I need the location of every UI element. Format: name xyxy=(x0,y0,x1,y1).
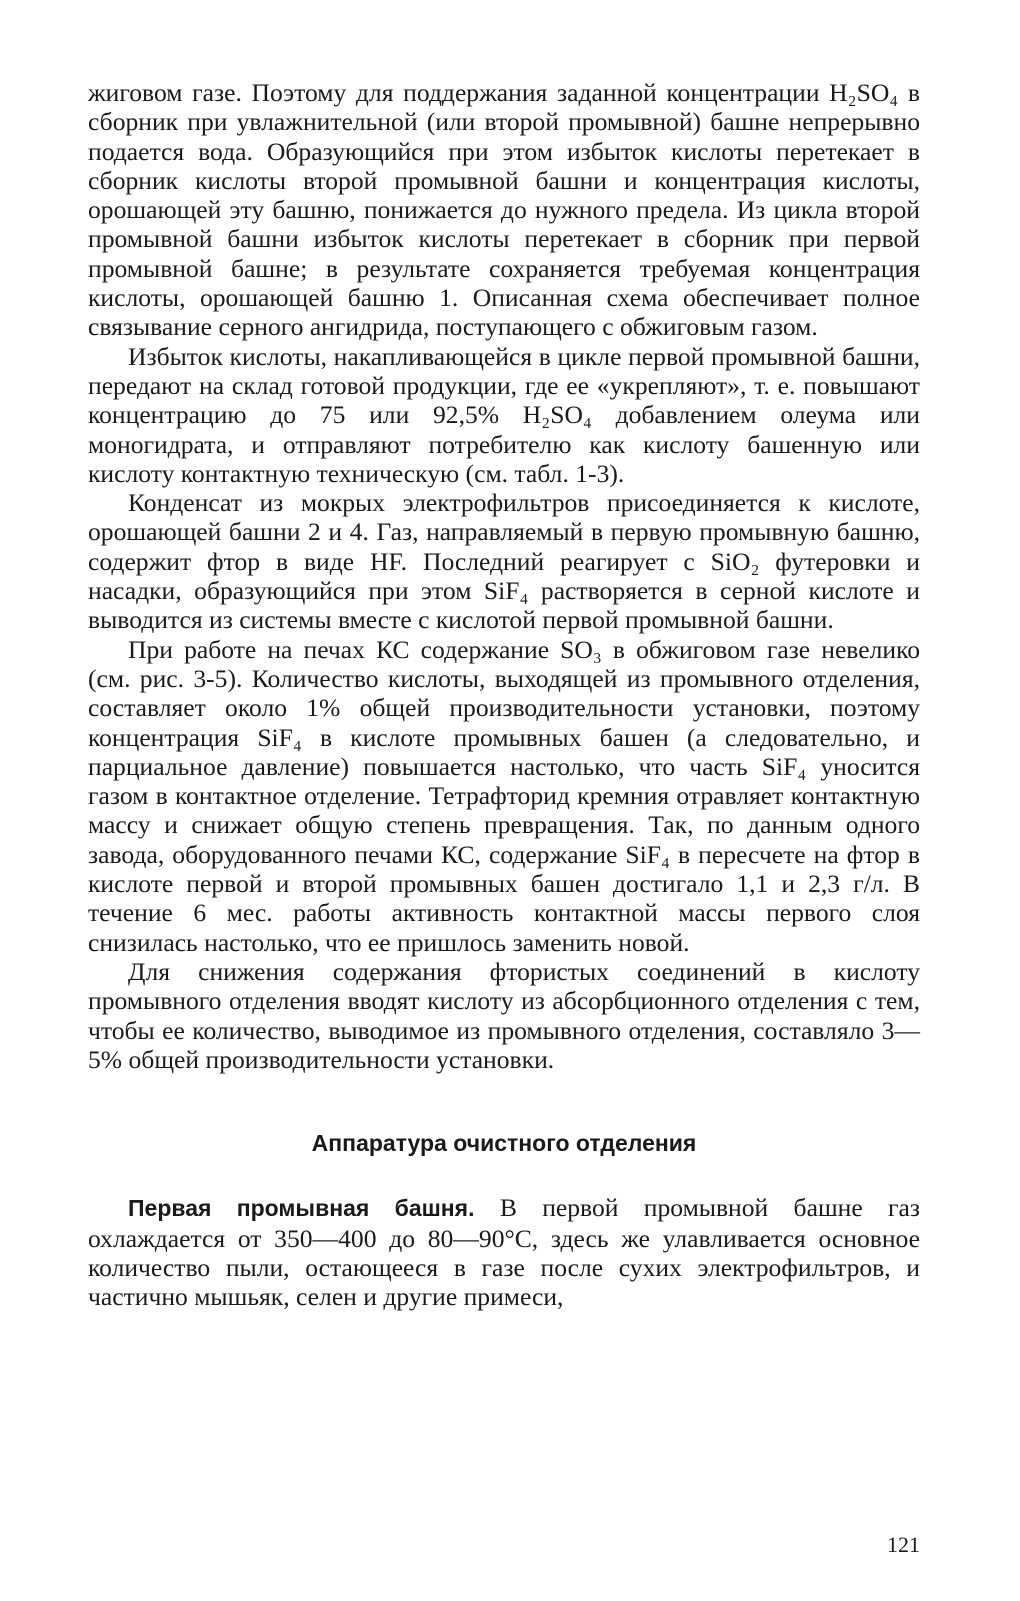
page-body xyxy=(88,78,920,1312)
paragraph-3: Конденсат из мокрых электрофильтров присоединяется к кислоте, орошающей башни 2 и 4. Газ, направляемый в первую промывную башню, содержит фтор в виде HF. Последний реагирует с SiO₂ футеровки и насадки, образующийся при этом SiF₄ растворяется в серной кислоте и выводится из системы вместе с кислотой первой промывной башни. xyxy=(88,488,920,635)
paragraph-5: Для снижения содержания фтористых соединений в кислоту промывного отделения вводят кислоту из абсорбционного отделения с тем, чтобы ее количество, выводимое из промывного отделения, составляло 3—5% общей производительности установки. xyxy=(88,956,920,1074)
paragraph-2: Избыток кислоты, накапливающейся в цикле первой промывной башни, передают на склад готовой продукции, где ее «укрепляют», т. е. повышают концентрацию до 75 или 92,5% H₂SO₄ добавлением олеума или моногидрата, и отправляют потребителю как кислоту башенную или кислоту контактную техническую (см. табл. 1-3). xyxy=(88,341,920,488)
runin-heading: Первая промывная башня. xyxy=(128,1195,475,1222)
section-heading: Аппаратура очистного отделения xyxy=(311,1130,697,1157)
page-number: 121 xyxy=(887,1532,920,1557)
paragraph-6 xyxy=(88,1193,920,1311)
paragraph-1: жиговом газе. Поэтому для поддержания заданной концентрации H₂SO₄ в сборник при увлажнительной (или второй промывной) башне непрерывно подается вода. Образующийся при этом избыток кислоты перетекает в сборник кислоты второй промывной башни и концентрация кислоты, орошающей эту башню, понижается до нужного предела. Из цикла второй промывной башни избыток кислоты перетекает в сборник при первой промывной башне; в результате сохраняется требуемая концентрация кислоты, орошающей башню 1. Описанная схема обеспечивает полное связывание серного ангидрида, поступающего с обжиговым газом. xyxy=(88,78,920,342)
paragraph-6-text: В первой промывной башне газ охлаждается от 350—400 до 80—90°С, здесь же улавливается основное количество пыли, остающееся в газе после сухих электрофильтров, и частично мышьяк, селен и другие примеси, xyxy=(88,1193,920,1312)
paragraph-4: При работе на печах КС содержание SO₃ в обжиговом газе невелико (см. рис. 3-5). Количество кислоты, выходящей из промывного отделения, составляет около 1% общей производительности установки, поэтому концентрация SiF₄ в кислоте промывных башен (а следовательно, и парциальное давление) повышается настолько, что часть SiF₄ уносится газом в контактное отделение. Тетрафторид кремния отравляет контактную массу и снижает общую степень превращения. Так, по данным одного завода, оборудованного печами КС, содержание SiF₄ в пересчете на фтор в кислоте первой и второй промывных башен достигало 1,1 и 2,3 г/л. В течение 6 мес. работы активность контактной массы первого слоя снизилась настолько, что ее пришлось заменить новой. xyxy=(88,634,920,957)
